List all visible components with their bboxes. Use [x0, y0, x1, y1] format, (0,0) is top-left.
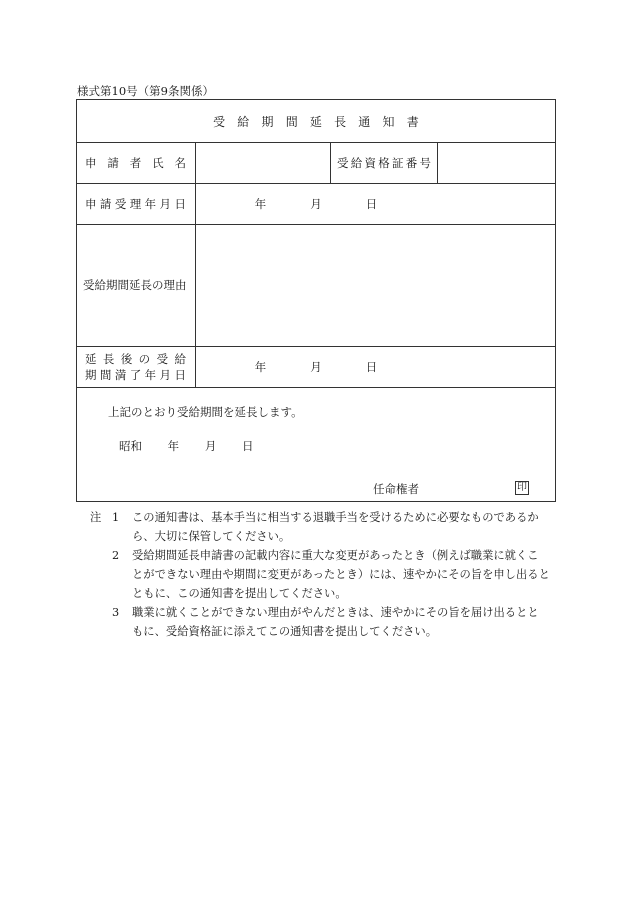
certificate-number-field[interactable] — [438, 142, 555, 183]
form-number-label: 様式第10号（第9条関係） — [77, 84, 214, 98]
appointing-authority: 任命権者 — [373, 482, 419, 496]
receipt-date-label: 申 請 受 理 年 月 日 — [85, 196, 186, 211]
seal-mark: 印 — [517, 482, 527, 493]
expiry-date-label: 延 長 後 の 受 給 期 間 満 了 年 月 日 — [85, 351, 186, 382]
note-item: 注 1 この通知書は、基本手当に相当する退職手当を受けるために必要なものであるか ら、大切に保管してください。 — [90, 511, 539, 543]
applicant-name-label: 申 請 者 氏 名 — [85, 155, 186, 170]
extension-statement: 上記のとおり受給期間を延長します。 — [108, 405, 303, 419]
extension-notice-form — [76, 99, 556, 502]
expiry-date-field[interactable]: 年 月 日 — [254, 359, 378, 374]
notes-section — [90, 508, 555, 641]
note-item: 2 受給期間延長申請書の記載内容に重大な変更があったとき（例えば職業に就くこ とができない理由や期間に変更があったとき）には、速やかにその旨を申し出ると ともに、この通知書を提出してください。 — [112, 549, 550, 600]
issue-date-line: 昭和 年 月 日 — [119, 439, 254, 453]
reason-field[interactable] — [196, 224, 555, 346]
form-title: 受 給 期 間 延 長 通 知 書 — [213, 114, 419, 129]
applicant-name-field[interactable] — [196, 142, 330, 183]
receipt-date-field[interactable]: 年 月 日 — [254, 196, 378, 211]
certificate-number-label: 受 給 資 格 証 番 号 — [337, 155, 431, 170]
row-divider — [77, 387, 555, 388]
note-item: 3 職業に就くことができない理由がやんだときは、速やかにその旨を届け出るとと もに、受給資格証に添えてこの通知書を提出してください。 — [112, 606, 539, 638]
reason-label: 受給期間延長の理由 — [83, 278, 187, 292]
